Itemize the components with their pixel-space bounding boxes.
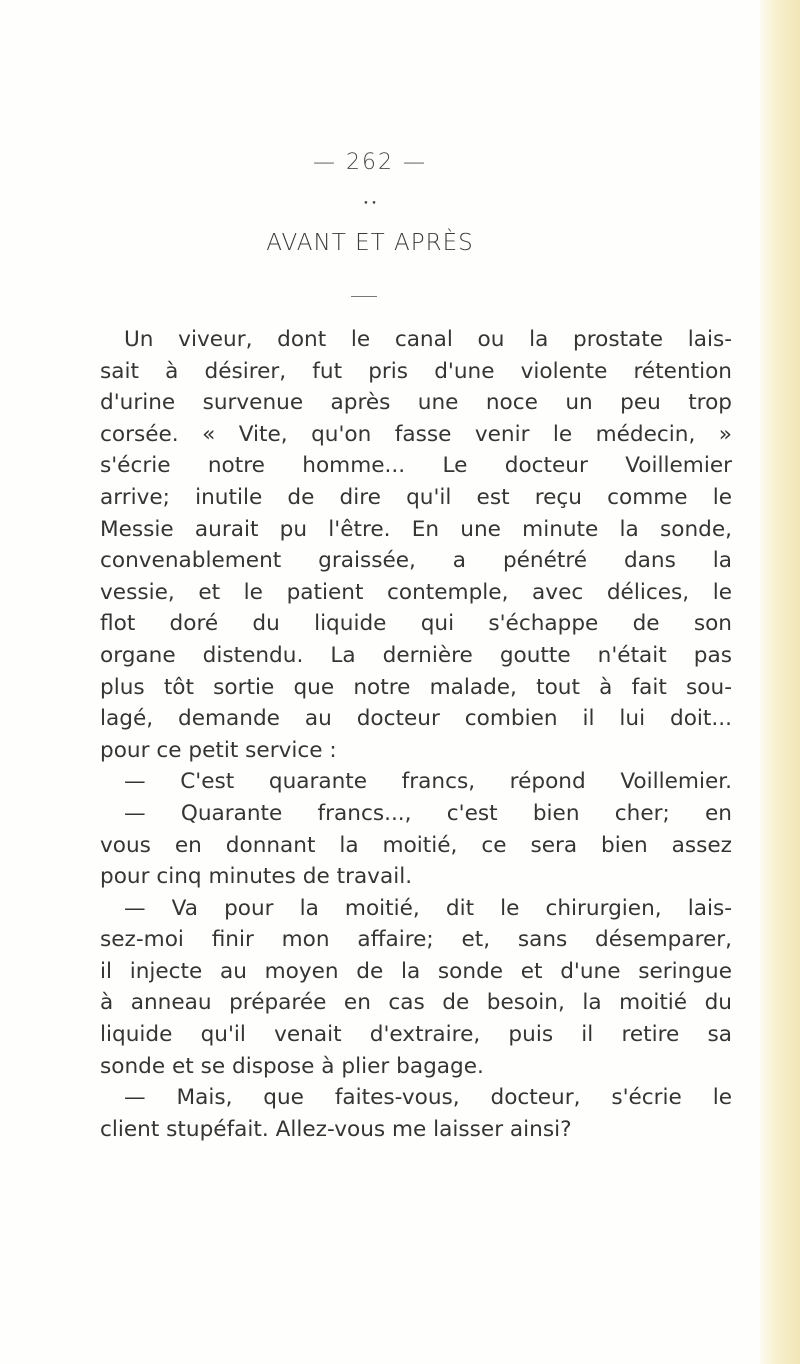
- text-line: sait à désirer, fut pris d'une violente rétention: [100, 358, 732, 384]
- text-line: liquide qu'il venait d'extraire, puis il retire sa: [100, 1022, 732, 1048]
- text-line: pour cinq minutes de travail.: [100, 864, 413, 890]
- text-line: sez-moi finir mon affaire; et, sans désemparer,: [100, 927, 732, 953]
- heading-rule: [351, 296, 377, 297]
- text-line: sonde et se dispose à plier bagage.: [100, 1053, 484, 1079]
- text-line: arrive; inutile de dire qu'il est reçu comme le: [100, 484, 732, 510]
- text-line: — C'est quarante francs, répond Voillemier.: [124, 769, 732, 795]
- text-line: plus tôt sortie que notre malade, tout à fait sou-: [100, 674, 732, 700]
- section-heading: AVANT ET APRÈS: [266, 230, 474, 256]
- text-line: vessie, et le patient contemple, avec délices, le: [100, 579, 732, 605]
- text-line: — Quarante francs..., c'est bien cher; en: [124, 800, 732, 826]
- ornament: • •: [363, 199, 377, 209]
- text-line: client stupéfait. Allez-vous me laisser ainsi?: [100, 1116, 572, 1142]
- text-line: vous en donnant la moitié, ce sera bien assez: [100, 832, 732, 858]
- text-line: — Va pour la moitié, dit le chirurgien, lais-: [124, 895, 732, 921]
- text-line: s'écrie notre homme... Le docteur Voillemier: [100, 453, 732, 479]
- text-line: d'urine survenue après une noce un peu trop: [100, 390, 732, 416]
- text-line: Messie aurait pu l'être. En une minute la sonde,: [100, 516, 732, 542]
- text-line: — Mais, que faites-vous, docteur, s'écrie le: [124, 1085, 732, 1111]
- text-line: Un viveur, dont le canal ou la prostate lais-: [124, 327, 732, 352]
- page-edge: [760, 0, 800, 1364]
- body-text: [100, 324, 732, 1145]
- text-line: à anneau préparée en cas de besoin, la moitié du: [100, 990, 732, 1016]
- page-number: — 262 —: [313, 150, 427, 175]
- text-line: corsée. « Vite, qu'on fasse venir le médecin, »: [100, 421, 732, 447]
- text-line: pour ce petit service :: [100, 737, 337, 763]
- text-line: flot doré du liquide qui s'échappe de son: [100, 611, 732, 637]
- text-line: convenablement graissée, a pénétré dans la: [100, 548, 732, 574]
- text-line: lagé, demande au docteur combien il lui doit...: [100, 706, 732, 732]
- text-line: il injecte au moyen de la sonde et d'une seringue: [100, 958, 732, 984]
- text-line: organe distendu. La dernière goutte n'était pas: [100, 642, 732, 668]
